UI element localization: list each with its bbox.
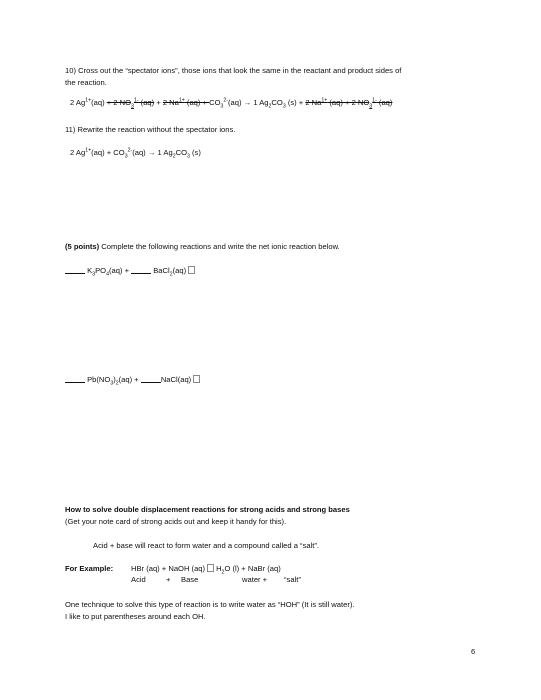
label-base: Base (181, 575, 199, 584)
coefficient-blank[interactable] (65, 376, 85, 383)
reaction-2: $Pb(NO_3)_2(aq)$ + NaCl(aq) (65, 375, 202, 384)
missing-arrow-glyph-icon (193, 375, 200, 383)
q10-instruction-line2: the reaction. (65, 78, 107, 87)
missing-arrow-glyph-icon (207, 564, 214, 572)
spectator-ions-product: 2 $Na^{1+}$ (aq) + 2 $NO_3^{1-}$ (aq) (305, 97, 393, 110)
technique-line1: One technique to solve this type of reaction is to write water as “HOH” (It is still water). (65, 600, 355, 609)
acid-base-statement: Acid + base will react to form water and a compound called a “salt”. (93, 541, 320, 550)
q10-equation: 2 $Ag^{1+}(aq) + 2$ $NO_3^{1-}$ (aq) + 2 $Na^{1+}$ $(aq) + CO_3^{2-}(aq) \to 1$ $Ag_2CO_3$ (s) + 2 $Na^{1+}$ (aq) + 2 $NO_3^{1-}$ (aq) (70, 97, 393, 110)
page-number: 6 (471, 647, 476, 656)
missing-arrow-glyph-icon (188, 266, 195, 274)
label-water: water + (242, 575, 268, 584)
label-salt: “salt” (284, 575, 301, 584)
reaction-1: $K_3PO_4(aq)$ + BaCl$_2$(aq) (65, 266, 197, 275)
points-instruction: (5 points) Complete the following reactions and write the net ionic reaction below. (65, 242, 340, 251)
q11-equation: 2 $Ag^{1+}(aq) + CO_3^{2-}(aq) \to 1$ $Ag_2CO_3$ (s) (70, 147, 201, 160)
label-plus: + (166, 575, 171, 584)
section-title: How to solve double displacement reactions for strong acids and strong bases (65, 505, 350, 514)
coefficient-blank[interactable] (131, 267, 151, 274)
example-label: For Example: (65, 564, 114, 573)
q10-instruction-line1: 10) Cross out the “spectator ions”, those ions that look the same in the reactant and product sides of (65, 66, 402, 75)
technique-line2: I like to put parentheses around each OH. (65, 612, 206, 621)
q11-title: 11) Rewrite the reaction without the spectator ions. (65, 125, 236, 134)
spectator-ion-sodium-reactant: 2 $Na^{1+}$ (aq) + (162, 97, 210, 107)
label-acid: Acid (131, 575, 146, 584)
section-subtitle: (Get your note card of strong acids out and keep it handy for this). (65, 517, 287, 526)
spectator-ion-nitrate-reactant: + 2 $NO_3^{1-}$ (aq) (106, 97, 155, 110)
coefficient-blank[interactable] (141, 376, 161, 383)
coefficient-blank[interactable] (65, 267, 85, 274)
example-equation: HBr (aq) + NaOH (aq) $H_2O$ (l) + NaBr (aq) (131, 564, 281, 576)
